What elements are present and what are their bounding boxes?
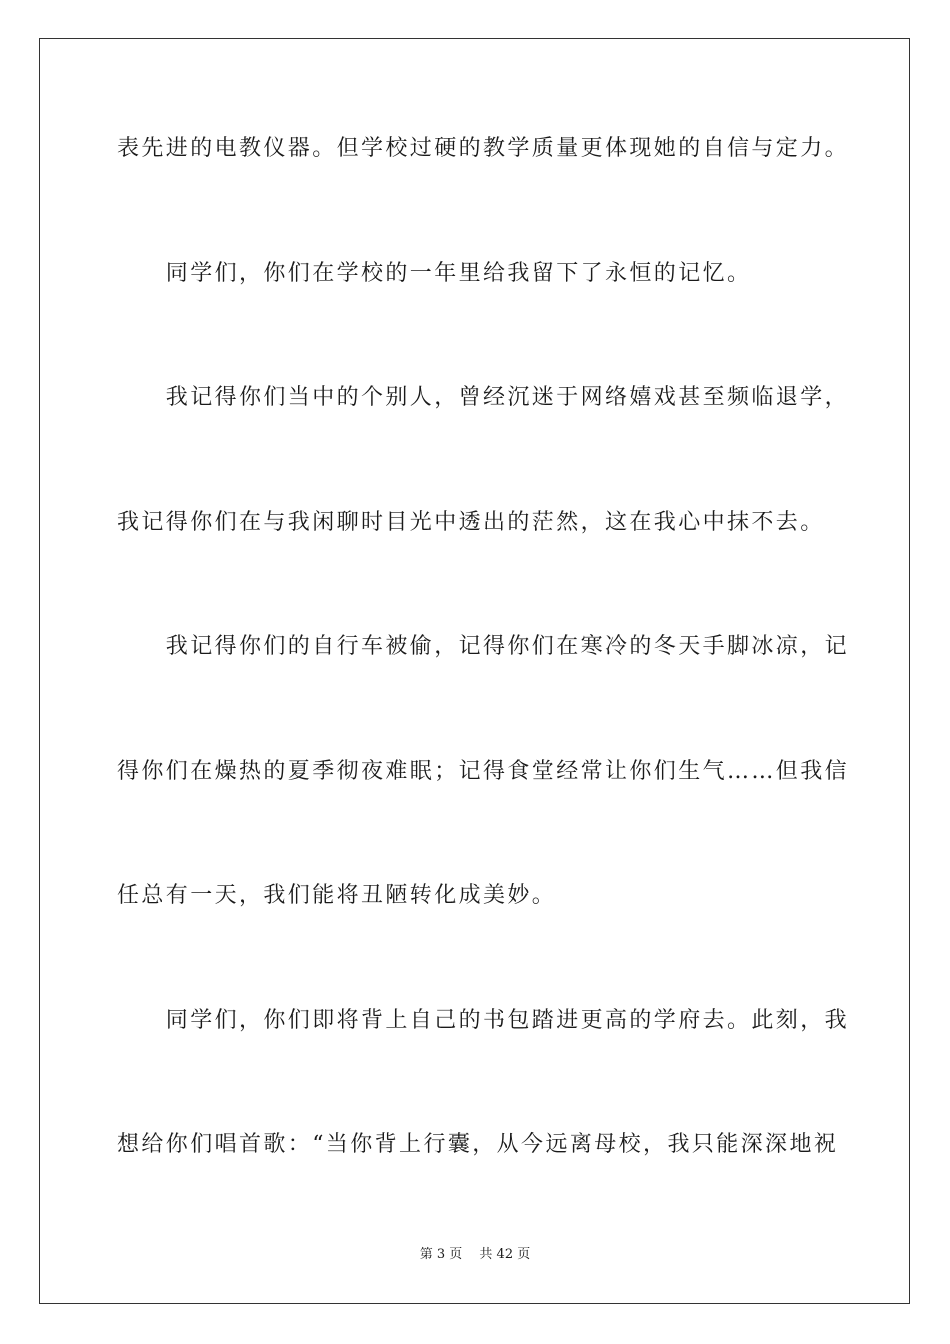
body-text-line: 我记得你们在与我闲聊时目光中透出的茫然，这在我心中抹不去。: [117, 510, 825, 535]
body-text-line: 想给你们唱首歌：“当你背上行囊，从今远离母校，我只能深深地祝: [117, 1132, 839, 1157]
body-text-line: 得你们在燥热的夏季彻夜难眠；记得食堂经常让你们生气……但我信: [117, 759, 850, 784]
body-text-line: 同学们，你们即将背上自己的书包踏进更高的学府去。此刻，我: [117, 1008, 850, 1033]
body-text-line: 表先进的电教仪器。但学校过硬的教学质量更体现她的自信与定力。: [117, 136, 850, 161]
page-border: [39, 38, 910, 1304]
body-text-line: 任总有一天，我们能将丑陋转化成美妙。: [117, 883, 557, 908]
page-number-footer: 第 3 页 共 42 页: [419, 1247, 531, 1262]
body-text-line: 我记得你们当中的个别人，曾经沉迷于网络嬉戏甚至频临退学，: [117, 385, 850, 410]
body-text-line: 同学们，你们在学校的一年里给我留下了永恒的记忆。: [117, 261, 752, 286]
body-text-line: 我记得你们的自行车被偷，记得你们在寒冷的冬天手脚冰凉，记: [117, 634, 850, 659]
